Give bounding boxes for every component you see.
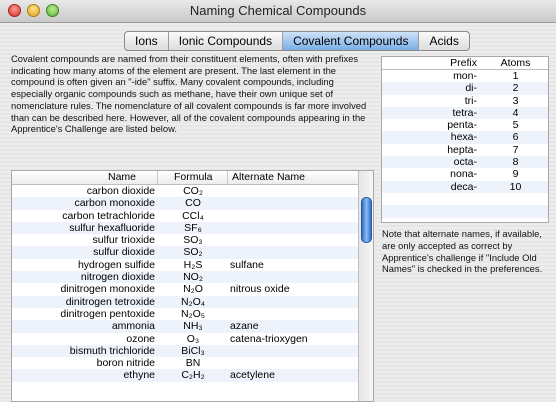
atoms-cell: 1 xyxy=(512,70,519,82)
atoms-cell: 3 xyxy=(512,94,519,107)
scrollbar-thumb[interactable] xyxy=(361,197,372,243)
prefix-cell: octa- xyxy=(382,156,483,168)
compound-alternate-name: catena-trioxygen xyxy=(230,332,308,345)
compound-name: sulfur trioxide xyxy=(92,234,155,247)
compound-alternate-name: azane xyxy=(230,320,259,333)
compound-name: ozone xyxy=(126,332,155,345)
note-text: Note that alternate names, if available, are only accepted as correct by Apprentice's challenge if "Include Old Names" is checked in the preferences. xyxy=(382,228,543,275)
prefix-row[interactable] xyxy=(382,107,548,119)
prefix-cell: nona- xyxy=(450,168,477,181)
prefix-cell: tri- xyxy=(464,94,477,107)
title-bar xyxy=(0,0,556,23)
compound-alternate-name: nitrous oxide xyxy=(230,283,290,296)
alternate-name-column-header[interactable]: Alternate Name xyxy=(232,171,305,183)
compound-row[interactable] xyxy=(12,357,358,369)
prefix-row[interactable] xyxy=(382,119,548,131)
prefix-row[interactable] xyxy=(382,131,548,143)
compound-formula: BiCl₃ xyxy=(181,344,205,357)
compound-formula: N₂O₅ xyxy=(180,307,206,320)
tab-covalent-compounds[interactable]: Covalent Compounds xyxy=(283,32,419,50)
prefix-cell: mon- xyxy=(453,70,477,82)
tab-ions[interactable]: Ions xyxy=(125,32,169,50)
compound-formula: O₃ xyxy=(186,332,200,345)
compound-formula: NH₃ xyxy=(183,320,203,333)
formula-column-header[interactable]: Formula xyxy=(174,171,213,183)
window-title: Naming Chemical Compounds xyxy=(189,3,367,18)
compound-formula: C₂H₂ xyxy=(181,369,205,382)
compound-row[interactable] xyxy=(12,296,358,308)
window-content xyxy=(0,23,556,400)
tab-acids[interactable]: Acids xyxy=(429,34,459,48)
prefix-column-header[interactable]: Prefix xyxy=(382,57,483,70)
prefix-cell: penta- xyxy=(447,119,477,132)
compound-table xyxy=(11,170,374,402)
compound-formula: CO₂ xyxy=(183,185,203,197)
atoms-cell: 9 xyxy=(512,168,519,181)
atoms-cell: 8 xyxy=(483,156,548,168)
compound-row[interactable] xyxy=(12,308,358,320)
name-column-header[interactable]: Name xyxy=(108,171,137,183)
prefix-cell: di- xyxy=(382,82,483,94)
prefix-cell: hexa- xyxy=(382,131,483,143)
compound-name: carbon monoxide xyxy=(74,197,155,210)
compound-row[interactable] xyxy=(12,345,358,357)
compound-row[interactable] xyxy=(12,271,358,283)
compound-name: dinitrogen tetroxide xyxy=(65,295,155,308)
prefix-row[interactable] xyxy=(382,95,548,107)
compound-alternate-name: sulfane xyxy=(230,258,264,271)
vertical-scrollbar[interactable] xyxy=(358,171,373,401)
atoms-cell: 7 xyxy=(512,143,519,156)
compound-name: dinitrogen pentoxide xyxy=(60,307,155,320)
compound-row[interactable] xyxy=(12,246,358,258)
atoms-cell: 2 xyxy=(483,82,548,94)
compound-name: carbon dioxide xyxy=(86,185,155,197)
compound-formula: N₂O₄ xyxy=(180,295,206,308)
compound-name: hydrogen sulfide xyxy=(77,258,155,271)
prefix-table xyxy=(381,56,549,223)
compound-row[interactable] xyxy=(12,234,358,246)
compound-name: sulfur dioxide xyxy=(93,246,155,259)
prefix-row-empty xyxy=(382,205,548,217)
atoms-cell: 6 xyxy=(483,131,548,143)
description-text: Covalent compounds are named from their constituent elements, often with prefixes indicating how many atoms of the element are present. The last element in the compound is often given an "-ide" suffix. Many covalent compounds, including especially organic compounds such as methane, have their own unique set of nomenclature rules. The nomenclature of all covalent compounds is far more involved than can be described here. However, all of the covalent compounds appearing in the Apprentice's Challenge are listed below. xyxy=(11,53,367,135)
compound-row[interactable] xyxy=(12,320,358,332)
prefix-cell: tetra- xyxy=(382,107,483,119)
prefix-row[interactable] xyxy=(382,82,548,94)
compound-row[interactable] xyxy=(12,283,358,295)
compound-name: nitrogen dioxide xyxy=(80,271,155,284)
compound-formula: SO₂ xyxy=(183,246,203,259)
prefix-row[interactable] xyxy=(382,168,548,180)
prefix-row-empty xyxy=(382,193,548,205)
prefix-rows xyxy=(382,70,548,218)
atoms-column-header[interactable]: Atoms xyxy=(483,57,548,70)
compound-name: bismuth trichloride xyxy=(69,344,155,357)
compound-row[interactable] xyxy=(12,210,358,222)
compound-formula: N₂O xyxy=(183,283,203,296)
compound-name: carbon tetrachloride xyxy=(62,209,155,222)
prefix-cell: deca- xyxy=(382,181,483,193)
atoms-cell: 5 xyxy=(512,119,519,132)
compound-row[interactable] xyxy=(12,222,358,234)
compound-formula: CO xyxy=(185,197,201,210)
tab-ionic-compounds[interactable]: Ionic Compounds xyxy=(169,32,283,50)
compound-name: sulfur hexafluoride xyxy=(69,221,155,234)
compound-formula: NO₂ xyxy=(183,271,203,284)
tab-bar xyxy=(124,31,470,51)
compound-name: boron nitride xyxy=(96,357,155,370)
compound-rows xyxy=(12,185,358,382)
compound-name: dinitrogen monoxide xyxy=(60,283,155,296)
prefix-row[interactable] xyxy=(382,156,548,168)
compound-formula: BN xyxy=(185,357,201,370)
compound-formula: H₂S xyxy=(183,258,203,271)
compound-name: ethyne xyxy=(123,369,155,382)
compound-row[interactable] xyxy=(12,369,358,381)
prefix-row[interactable] xyxy=(382,70,548,83)
compound-alternate-name: acetylene xyxy=(230,369,275,382)
compound-formula: SO₃ xyxy=(183,234,203,247)
prefix-row[interactable] xyxy=(382,181,548,193)
compound-row[interactable] xyxy=(12,259,358,271)
compound-row[interactable] xyxy=(12,197,358,209)
atoms-cell: 4 xyxy=(483,107,548,119)
compound-formula: CCl₄ xyxy=(182,209,204,222)
compound-formula: SF₆ xyxy=(184,221,202,234)
prefix-row[interactable] xyxy=(382,144,548,156)
atoms-cell: 10 xyxy=(483,181,548,193)
prefix-cell: hepta- xyxy=(447,143,477,156)
compound-row[interactable] xyxy=(12,185,358,197)
compound-table-header xyxy=(12,171,358,185)
compound-name: ammonia xyxy=(111,320,155,333)
compound-row[interactable] xyxy=(12,333,358,345)
